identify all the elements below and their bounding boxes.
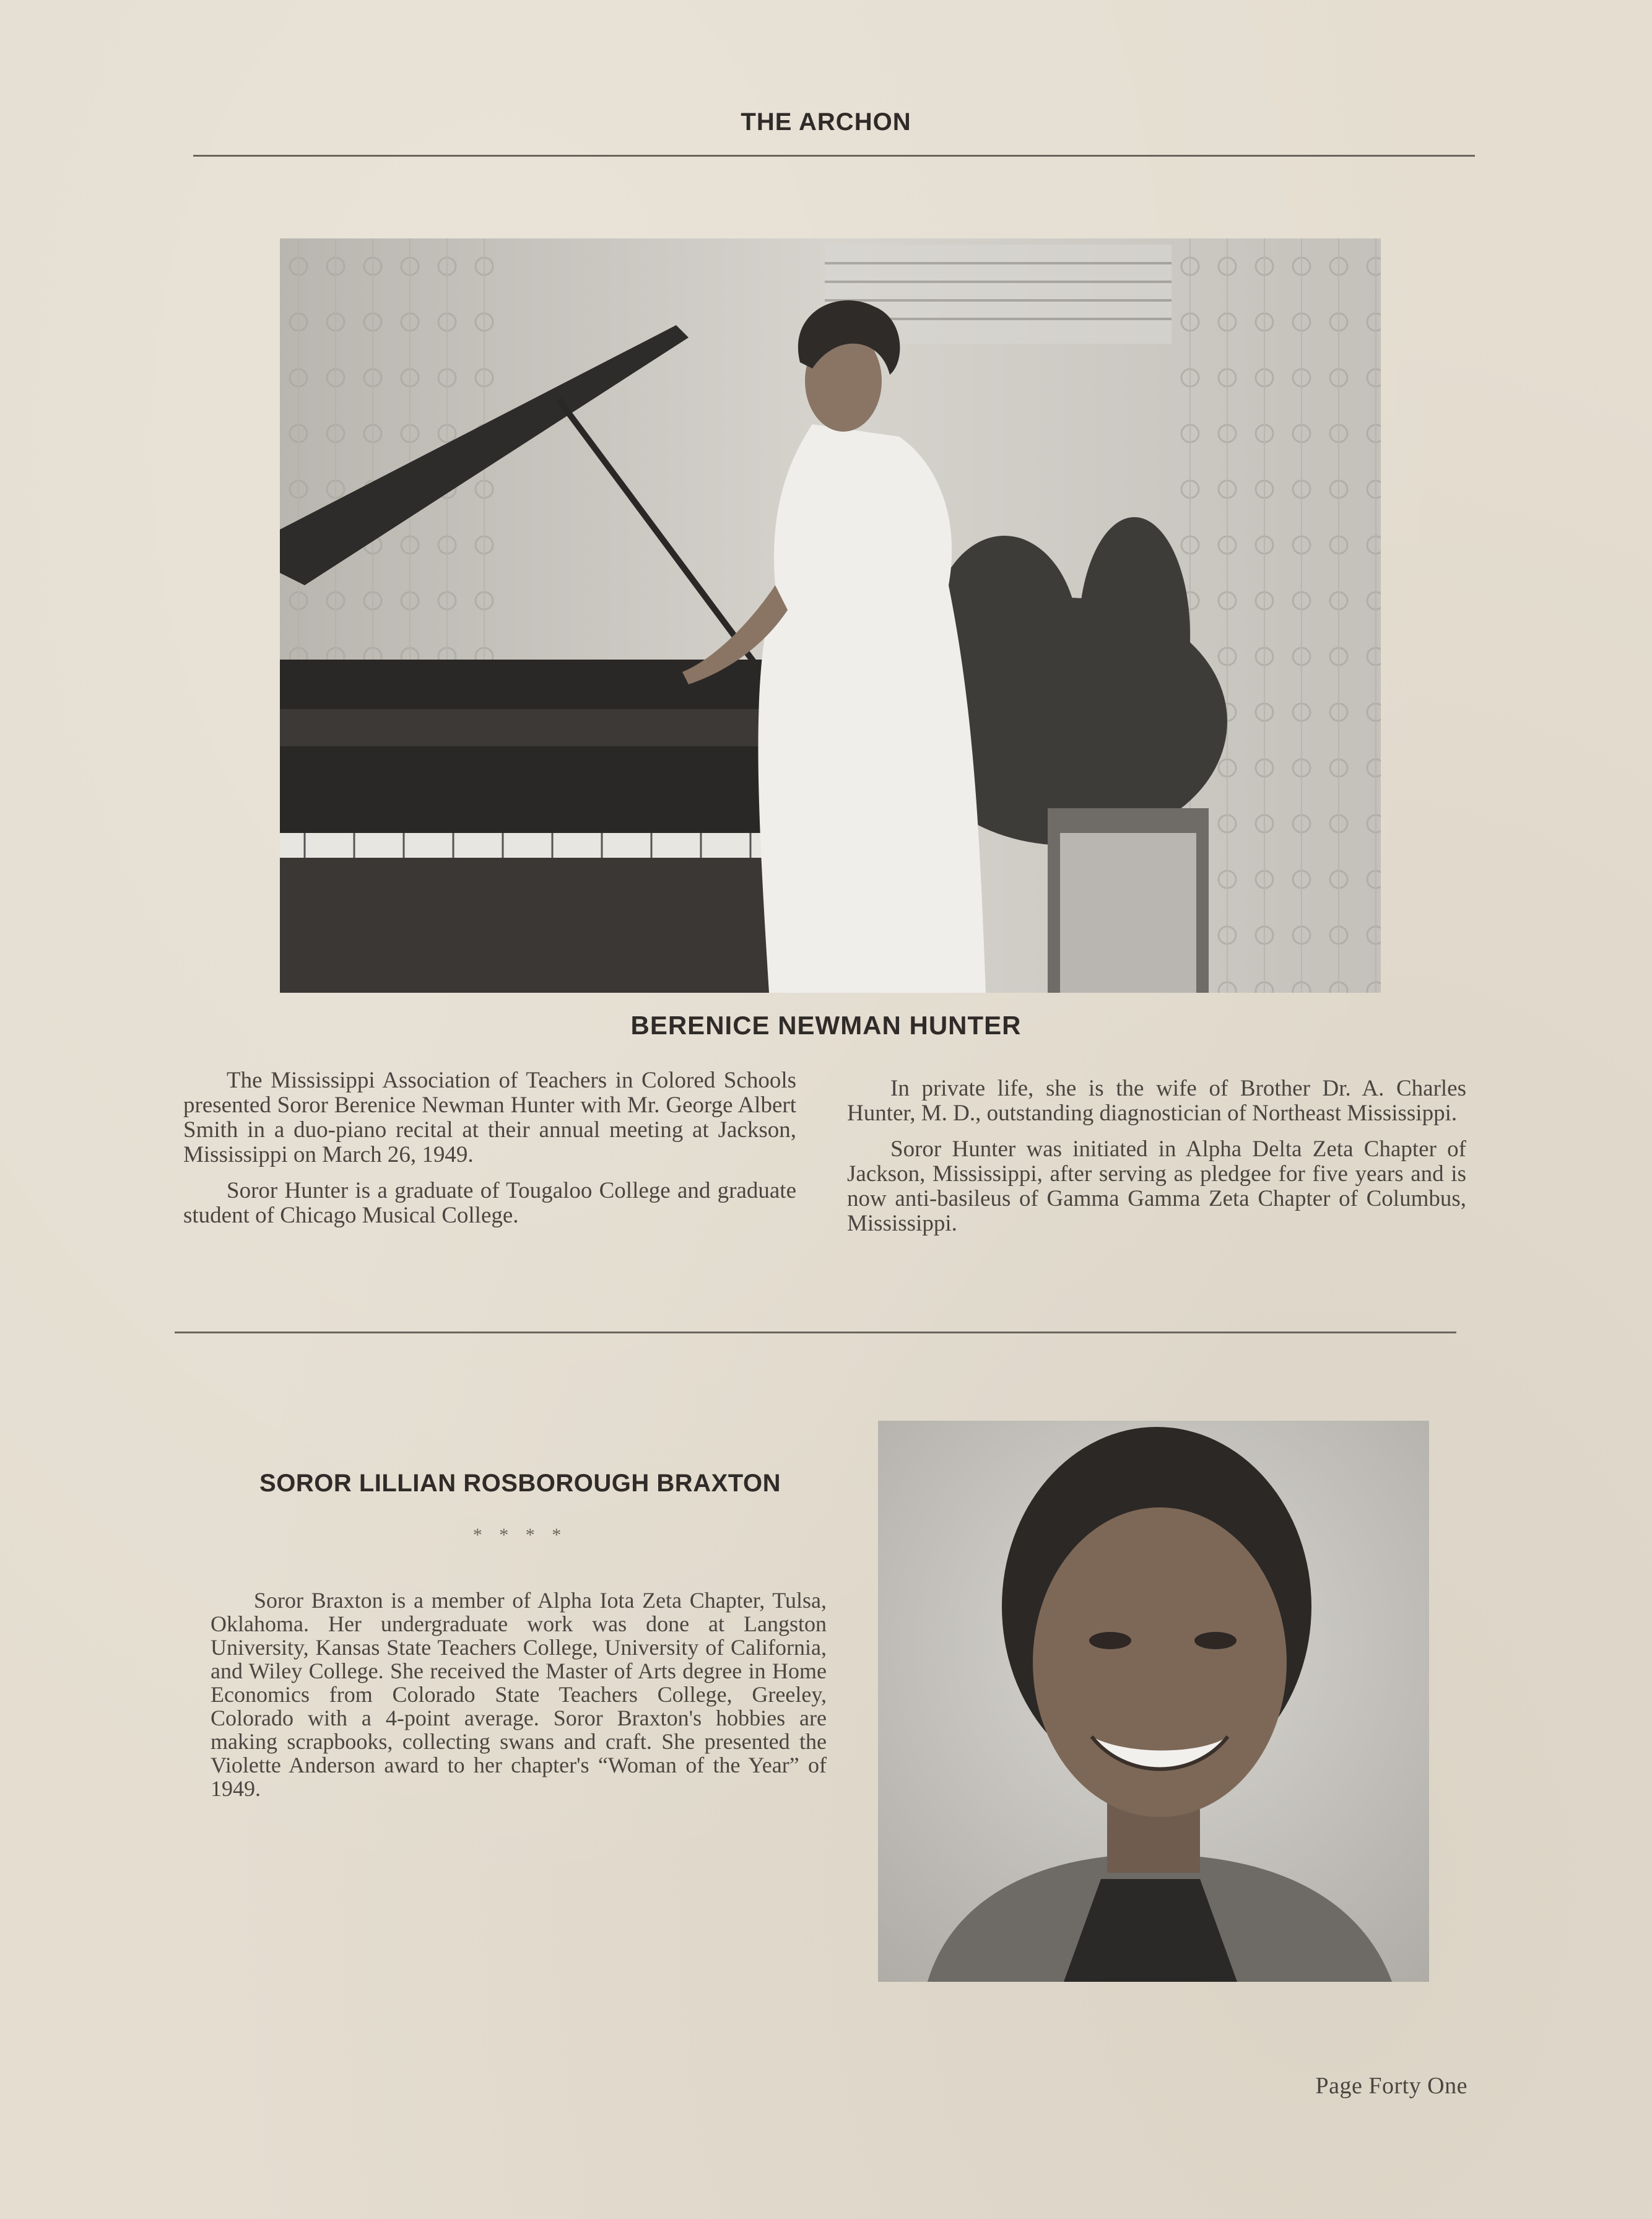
ornament-separator: * * * * bbox=[472, 1525, 568, 1545]
article-body bbox=[211, 1589, 827, 1811]
woman-at-piano-photo bbox=[280, 238, 1381, 993]
paragraph: The Mississippi Association of Teachers in Colored Schools presented Soror Berenice Newman Hunter with Mr. George Albert Smith in a duo-piano recital at their annual meeting at Jackson, Mississippi on March 26, 1949. bbox=[183, 1068, 796, 1167]
article-title: BERENICE NEWMAN HUNTER bbox=[630, 1011, 1022, 1040]
header-rule bbox=[193, 155, 1475, 157]
article-column-left bbox=[183, 1068, 796, 1239]
section-divider bbox=[175, 1332, 1456, 1333]
paragraph: Soror Braxton is a member of Alpha Iota Zeta Chapter, Tulsa, Oklahoma. Her undergraduate work was done at Langston University, Kansas State Teachers College, University of California, and Wiley College. She received the Master of Arts degree in Home Economics from Colorado State Teachers College, Greeley, Colorado with a 4-point average. Soror Braxton's hobbies are making scrapbooks, collecting swans and craft. She presented the Violette Anderson award to her chapter's “Woman of the Year” of 1949. bbox=[211, 1588, 827, 1801]
running-header: THE ARCHON bbox=[741, 108, 911, 136]
article-title: SOROR LILLIAN ROSBOROUGH BRAXTON bbox=[259, 1470, 781, 1497]
page-number: Page Forty One bbox=[1315, 2073, 1467, 2099]
paragraph: Soror Hunter was initiated in Alpha Delta Zeta Chapter of Jackson, Mississippi, after serving as pledgee for five years and is now anti-basileus of Gamma Gamma Zeta Chapter of Columbus, Mississippi. bbox=[847, 1136, 1466, 1236]
paragraph: In private life, she is the wife of Brother Dr. A. Charles Hunter, M. D., outstanding diagnostician of Northeast Mississippi. bbox=[847, 1076, 1466, 1126]
article-column-right bbox=[847, 1076, 1466, 1247]
woman-portrait-photo bbox=[878, 1421, 1429, 1982]
paragraph: Soror Hunter is a graduate of Tougaloo College and graduate student of Chicago Musical College. bbox=[183, 1178, 796, 1228]
